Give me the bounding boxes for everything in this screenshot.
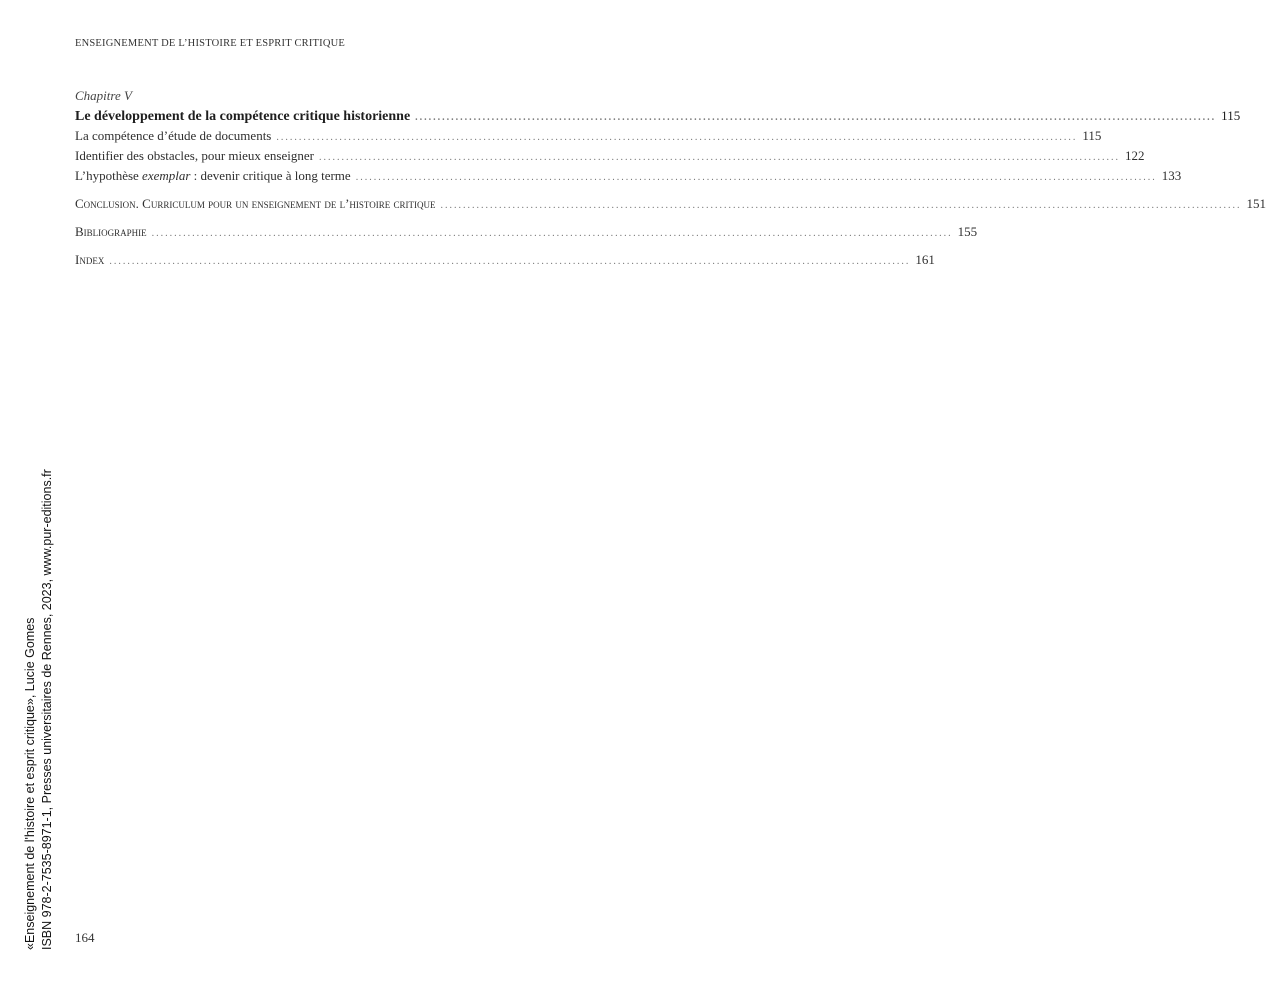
copyright-line: «Enseignement de l'histoire et esprit critique», Lucie Gomes (23, 617, 37, 950)
toc-entry-bibliography[interactable] (75, 223, 978, 243)
toc-entry-index[interactable] (75, 251, 935, 271)
title-italic-part: exemplar (142, 168, 191, 183)
dot-leader: .................................................................................................................................................................................. (109, 256, 911, 267)
table-of-contents (75, 88, 1266, 271)
page-number: 115 (1082, 128, 1102, 143)
toc-entry[interactable] (75, 127, 1102, 147)
page-number: 161 (915, 252, 935, 267)
toc-entry-title: Identifier des obstacles, pour mieux enseigner (75, 148, 314, 163)
copyright-notice (22, 469, 56, 950)
title-part: L’hypothèse (75, 168, 143, 183)
toc-entry-title: La compétence d’étude de documents (75, 128, 272, 143)
page-number: 115 (1221, 108, 1241, 123)
dot-leader: .................................................................................................................................................................................. (355, 172, 1157, 183)
toc-entry-title (75, 167, 351, 185)
dot-leader: .................................................................................................................................................................................. (151, 228, 953, 239)
toc-entry-conclusion[interactable] (75, 195, 1266, 215)
toc-entry[interactable] (75, 167, 1182, 187)
toc-entry-chapter[interactable] (75, 106, 1241, 127)
page-number: 122 (1124, 148, 1145, 163)
toc-entry[interactable] (75, 147, 1145, 167)
dot-leader: .................................................................................................................................................................................. (318, 152, 1120, 163)
conclusion-title: Conclusion. Curriculum pour un enseignement de l’histoire critique (75, 196, 436, 211)
running-head: ENSEIGNEMENT DE L’HISTOIRE ET ESPRIT CRITIQUE (75, 38, 346, 49)
chapter-label: Chapitre V (75, 88, 132, 103)
title-part: : devenir critique à long terme (190, 168, 351, 183)
dot-leader: .................................................................................................................................................................................. (276, 132, 1078, 143)
dot-leader: .................................................................................................................................................................................. (415, 112, 1217, 123)
page-number: 155 (957, 224, 978, 239)
chapter-title: Le développement de la compétence critique historienne (75, 109, 411, 124)
page-number: 151 (1246, 196, 1266, 211)
index-title: Index (75, 252, 105, 267)
page-folio: 164 (75, 930, 95, 945)
copyright-line: ISBN 978-2-7535-8971-1, Presses universitaires de Rennes, 2023, www.pur-editions.fr (40, 469, 54, 950)
page-number: 133 (1161, 168, 1182, 183)
bibliography-title: Bibliographie (75, 224, 147, 239)
dot-leader: .................................................................................................................................................................................. (440, 200, 1242, 211)
